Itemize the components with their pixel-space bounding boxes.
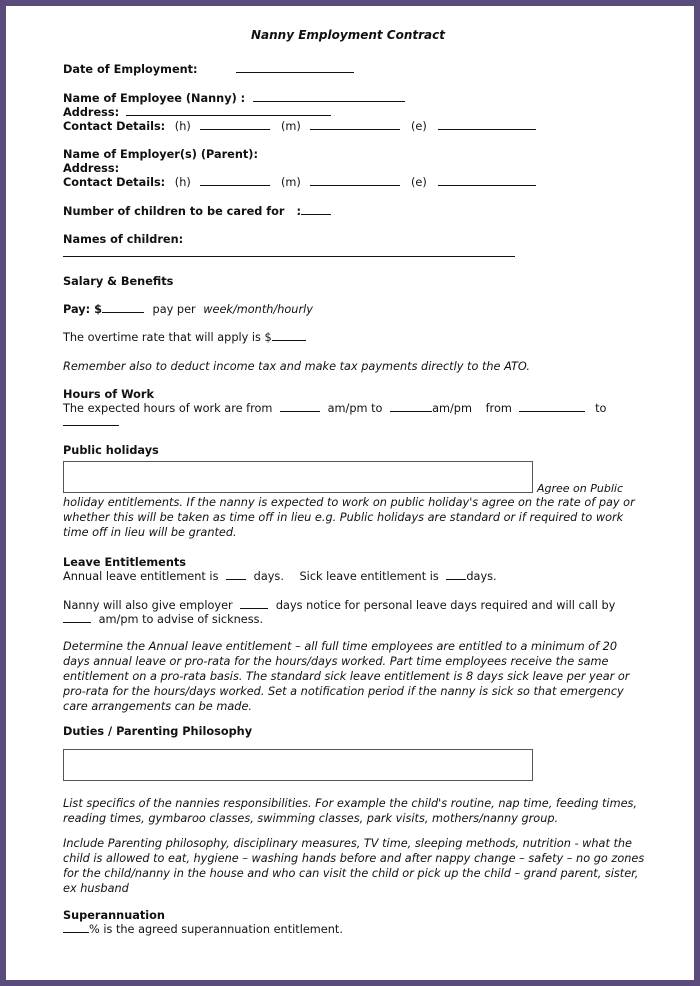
children-count-row (63, 204, 331, 219)
employee-name-label: Name of Employee (Nanny) : (63, 92, 246, 105)
page-title: Nanny Employment Contract (251, 28, 445, 42)
children-count-colon: : (296, 205, 301, 218)
date-field[interactable] (236, 62, 354, 73)
employee-contact-row (63, 119, 536, 134)
employee-name-row (63, 91, 405, 106)
employer-name-row (63, 147, 258, 162)
date-row (63, 62, 354, 77)
notice-days-field[interactable] (240, 598, 268, 609)
notice-time-field[interactable] (63, 612, 91, 623)
notice-end: am/pm to advise of sickness. (98, 613, 264, 626)
employer-email-label: (e) (410, 176, 427, 189)
notice-row (63, 598, 615, 613)
salary-heading: Salary & Benefits (63, 275, 174, 288)
employee-mobile-field[interactable] (310, 119, 400, 130)
employer-home-label: (h) (174, 176, 191, 189)
employer-mobile-label: (m) (280, 176, 301, 189)
employer-home-field[interactable] (200, 175, 270, 186)
hours-start-field[interactable] (280, 401, 320, 412)
overtime-field[interactable] (272, 330, 306, 341)
hours-day-to-field[interactable] (63, 415, 119, 426)
pay-units: week/month/hourly (203, 303, 313, 316)
leave-row (63, 569, 497, 584)
hours-label: The expected hours of work are from (63, 402, 273, 415)
children-names-label: Names of children: (63, 233, 184, 246)
hours-ampm-to: am/pm to (327, 402, 383, 415)
employee-address-field[interactable] (126, 105, 331, 116)
hours-to-label: to (595, 402, 607, 415)
hours-from-label: from (485, 402, 512, 415)
employer-email-field[interactable] (438, 175, 536, 186)
children-count-label: Number of children to be cared for (63, 205, 285, 218)
employer-contact-label: Contact Details: (63, 176, 166, 189)
sick-leave-field[interactable] (446, 569, 466, 580)
sick-leave-label: Sick leave entitlement is (299, 570, 439, 583)
duties-note-2: Include Parenting philosophy, disciplinary measures, TV time, sleeping methods, nutrition - what the child is allowed to eat, hygiene – washing hands before and after nappy change – safety – no go zones for the child/nanny in the house and who can visit the child or pick up the child – grand parent, sister, ex husband (63, 837, 645, 895)
hours-heading: Hours of Work (63, 388, 154, 401)
employee-address-row (63, 105, 331, 120)
pay-row (63, 302, 313, 317)
employee-email-field[interactable] (438, 119, 536, 130)
leave-heading: Leave Entitlements (63, 556, 187, 569)
holidays-note: holiday entitlements. If the nanny is expected to work on public holiday's agree on the rate of pay or whether this will be taken as time off in lieu e.g. Public holidays are standard or if required to work time off in lieu will be granted. (63, 496, 635, 539)
date-label: Date of Employment: (63, 63, 198, 76)
notice-label: Nanny will also give employer (63, 599, 233, 612)
tax-note: Remember also to deduct income tax and make tax payments directly to the ATO. (63, 360, 530, 373)
super-heading: Superannuation (63, 909, 165, 922)
employee-contact-label: Contact Details: (63, 120, 166, 133)
employee-mobile-label: (m) (280, 120, 301, 133)
document-page (6, 6, 694, 980)
duties-note-1: List specifics of the nannies responsibilities. For example the child's routine, nap time, feeding times, reading times, gymbaroo classes, swimming classes, park visits, mothers/nanny group. (63, 797, 638, 825)
leave-note: Determine the Annual leave entitlement – all full time employees are entitled to a minimum of 20 days annual leave or pro-rata for the hours/days worked. Part time employees receive the same entitlement on a pro-rata basis. The standard sick leave entitlement is 8 days sick leave per year or pro-rata for the hours/days worked. Set a notification period if the nanny is sick so that emergency care arrangements can be made. (63, 640, 630, 713)
annual-leave-days: days. (253, 570, 284, 583)
pay-field[interactable] (102, 302, 144, 313)
employee-email-label: (e) (410, 120, 427, 133)
sick-leave-days: days. (466, 570, 497, 583)
pay-per-label: pay per (152, 303, 196, 316)
holidays-heading: Public holidays (63, 444, 159, 457)
children-count-field[interactable] (301, 204, 331, 215)
annual-leave-label: Annual leave entitlement is (63, 570, 219, 583)
pay-label: Pay: $ (63, 303, 102, 316)
employee-name-field[interactable] (253, 91, 405, 102)
employee-home-field[interactable] (200, 119, 270, 130)
children-names-row (63, 232, 183, 247)
hours-day-from-field[interactable] (519, 401, 585, 412)
hours-end-field[interactable] (390, 401, 432, 412)
employer-mobile-field[interactable] (310, 175, 400, 186)
notice-row-2 (63, 612, 263, 627)
overtime-label: The overtime rate that will apply is $ (63, 331, 272, 344)
annual-leave-field[interactable] (226, 569, 246, 580)
duties-heading: Duties / Parenting Philosophy (63, 725, 253, 738)
overtime-row (63, 330, 306, 345)
hours-row (63, 401, 606, 416)
children-names-field[interactable] (63, 246, 515, 257)
notice-rest: days notice for personal leave days required and will call by (275, 599, 616, 612)
hours-ampm: am/pm (432, 402, 472, 415)
employee-address-label: Address: (63, 106, 120, 119)
children-names-line (63, 246, 515, 261)
employer-name-label: Name of Employer(s) (Parent): (63, 148, 258, 161)
super-row (63, 922, 343, 937)
employer-contact-row (63, 175, 536, 190)
duties-input-box[interactable] (63, 749, 533, 781)
holidays-input-box[interactable] (63, 461, 533, 493)
employee-home-label: (h) (174, 120, 191, 133)
hours-row-2 (63, 415, 119, 430)
holidays-note-start: Agree on Public (537, 482, 624, 495)
super-percent-field[interactable] (63, 922, 89, 933)
employer-address-label: Address: (63, 162, 120, 175)
employer-address-row (63, 161, 119, 176)
super-text: % is the agreed superannuation entitlement. (89, 923, 343, 936)
